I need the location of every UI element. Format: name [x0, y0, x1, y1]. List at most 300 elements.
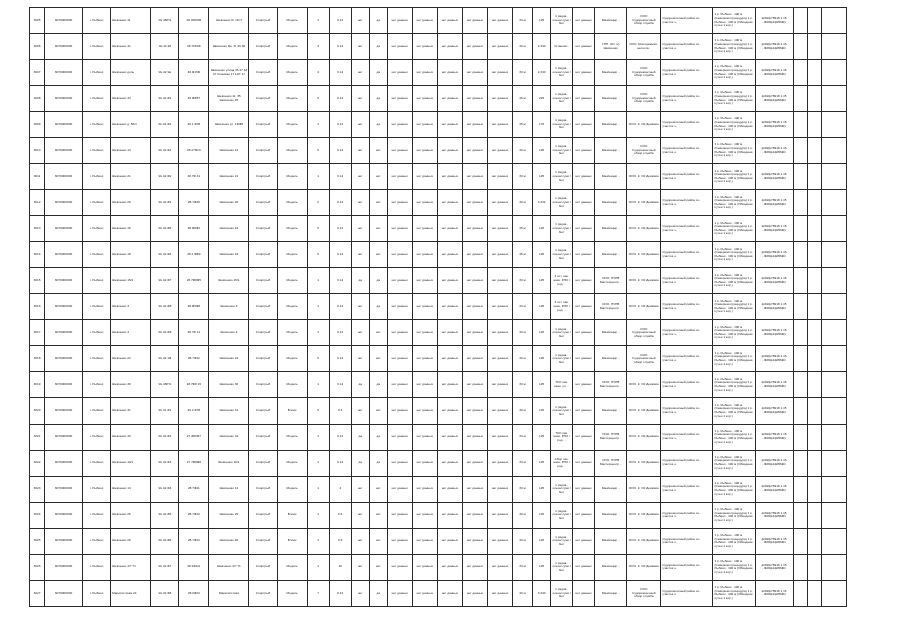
empty-cell: [807, 398, 821, 424]
table-cell: ф/82ф78918 1.15 ..Ф28ф4ф056Ф1: [755, 320, 793, 346]
table-row: [30, 346, 847, 372]
table-cell: 3008: [30, 86, 45, 112]
table-cell: нет данных: [387, 450, 412, 476]
table-row: [30, 398, 847, 424]
table-row: [30, 424, 847, 450]
empty-cell: [821, 554, 846, 580]
table-cell: Судоремонтный район со.. участок з..: [661, 554, 713, 580]
table-cell: Шевченко 32: [209, 424, 249, 450]
table-cell: нет данных: [462, 242, 487, 268]
table-cell: Судоремонтный район со.. участок з..: [661, 268, 713, 294]
table-cell: нет данных: [412, 372, 437, 398]
table-cell: Спортрыб: [249, 294, 277, 320]
table-cell: Маз/нацнр ..: [595, 502, 627, 528]
table-cell: 28.7Ф41: [179, 476, 209, 502]
table-cell: нет данных: [487, 294, 512, 320]
table-cell: нет данных: [462, 450, 487, 476]
table-cell: нет данных: [573, 268, 595, 294]
table-cell: г. Рыбинс: [83, 138, 111, 164]
table-row: [30, 580, 847, 606]
table-cell: нет данных: [573, 294, 595, 320]
table-cell: нет данных: [437, 476, 462, 502]
table-cell: нет: [351, 242, 369, 268]
table-row: [30, 242, 847, 268]
table-row: [30, 502, 847, 528]
table-cell: 3.340: [533, 580, 551, 606]
empty-cell: [821, 242, 846, 268]
empty-cell: [821, 450, 846, 476]
table-cell: 6070000000: [45, 294, 83, 320]
table-cell: нет данных: [573, 86, 595, 112]
table-cell: 28.2Ф111: [179, 554, 209, 580]
empty-cell: [821, 476, 846, 502]
table-cell: Эх.42 Ф6: [151, 242, 179, 268]
table-cell: 45 м: [513, 242, 533, 268]
empty-cell: [821, 294, 846, 320]
table-cell: Эх.42 Ф2: [151, 86, 179, 112]
table-cell: 0.12: [329, 164, 351, 190]
table-cell: 27.7Ф8Ф8: [179, 450, 209, 476]
table-cell: нет данных: [437, 8, 462, 34]
table-cell: нет: [351, 346, 369, 372]
table-cell: 1 рядов.. ольха/ суни / 3шт: [551, 242, 573, 268]
table-cell: нет данных: [412, 86, 437, 112]
table-cell: 33 м: [513, 372, 533, 398]
table-cell: нет данных: [462, 268, 487, 294]
table-cell: 28.Ф5Ф8: [179, 294, 209, 320]
table-cell: ООО. К. ОК Декамин: [627, 242, 661, 268]
table-row: [30, 372, 847, 398]
table-cell: 0.12: [329, 190, 351, 216]
table-cell: Судоремонтный район со.. участок з..: [661, 60, 713, 86]
table-cell: нет данных: [387, 554, 412, 580]
table-cell: нет данных: [462, 190, 487, 216]
table-cell: 28.000006: [179, 8, 209, 34]
table-cell: Модель: [277, 476, 307, 502]
table-cell: г. Рыбинс: [83, 86, 111, 112]
table-cell: ф/82ф78918 1.15 ..Ф28ф4ф056Ф1: [755, 450, 793, 476]
table-cell: ООО. К. ОК Декамин: [627, 502, 661, 528]
table-cell: г. Рыбинс: [83, 242, 111, 268]
table-row: [30, 8, 847, 34]
empty-cell: [807, 60, 821, 86]
table-cell: ООО. ПУРВ Мастерцентр ..: [595, 372, 627, 398]
table-cell: да: [351, 268, 369, 294]
table-cell: нет данных: [387, 86, 412, 112]
table-cell: нет данных: [437, 528, 462, 554]
table-cell: Эх.44 Ф4: [151, 112, 179, 138]
table-cell: нет данных: [462, 424, 487, 450]
table-cell: ООО. К. ОК Декамин: [627, 372, 661, 398]
table-cell: нет данных: [462, 164, 487, 190]
table-cell: Шевченко 4: [209, 320, 249, 346]
table-cell: нет данных: [573, 528, 595, 554]
table-cell: нет: [369, 190, 387, 216]
table-cell: ООО Судоремонтный обзор служба: [627, 60, 661, 86]
table-cell: ф/82ф78918 1.15 ..Ф28ф4ф056Ф1: [755, 112, 793, 138]
table-cell: Маз/нацнр ..: [595, 580, 627, 606]
table-cell: нет данных: [387, 112, 412, 138]
table-cell: Эх.42 Эн: [151, 60, 179, 86]
table-cell: нет данных: [412, 190, 437, 216]
table-cell: 33 м: [513, 450, 533, 476]
table-cell: 1 р. Рыбинс.. 100 м (Северная процедура) 1 р. Рыбинс.. 100 м (Обводная путен 1 кор.): [713, 528, 755, 554]
table-cell: нет данных: [387, 190, 412, 216]
table-cell: нет данных: [487, 164, 512, 190]
table-cell: 1 р. Рыбинс.. 100 м (Северная процедура) 1 р. Рыбинс.. 100 м (Обводная путен 1 кор.): [713, 346, 755, 372]
table-cell: нет данных: [412, 398, 437, 424]
table-cell: ООО. ПУРВ Мастерцентр ..: [595, 268, 627, 294]
table-cell: нет данных: [412, 580, 437, 606]
table-cell: 3018: [30, 346, 45, 372]
table-cell: г. Рыбинс: [83, 528, 111, 554]
empty-cell: [821, 190, 846, 216]
table-cell: да: [369, 8, 387, 34]
empty-cell: [793, 502, 807, 528]
table-cell: 1: [307, 372, 329, 398]
table-cell: ООО. К. ОК Декамин: [627, 164, 661, 190]
table-cell: 1: [307, 450, 329, 476]
table-cell: Шевченко 11: [111, 8, 151, 34]
table-cell: нет данных: [487, 320, 512, 346]
table-cell: г. Рыбинс: [83, 346, 111, 372]
table-cell: да: [369, 450, 387, 476]
table-cell: да: [369, 268, 387, 294]
table-cell: ф/82ф78918 1.15 ..Ф28ф4ф056Ф1: [755, 398, 793, 424]
table-cell: нет данных: [412, 242, 437, 268]
table-cell: 3009: [30, 112, 45, 138]
table-cell: 5: [307, 216, 329, 242]
table-cell: Шевченко 13: [111, 138, 151, 164]
table-cell: нет данных: [437, 372, 462, 398]
table-cell: 3007: [30, 60, 45, 86]
empty-cell: [793, 164, 807, 190]
empty-cell: [807, 86, 821, 112]
empty-cell: [807, 476, 821, 502]
table-cell: нет данных: [437, 424, 462, 450]
table-cell: Модель: [277, 346, 307, 372]
table-cell: 6070000000: [45, 242, 83, 268]
table-cell: нет данных: [462, 580, 487, 606]
table-cell: да: [369, 86, 387, 112]
table-cell: 3 ост. пак. назн. РЛО /род. ..: [551, 268, 573, 294]
table-cell: Спортрыб: [249, 346, 277, 372]
table-cell: 6070000000: [45, 164, 83, 190]
table-cell: нет данных: [387, 320, 412, 346]
table-cell: 0.6: [329, 502, 351, 528]
table-cell: 3022: [30, 450, 45, 476]
table-cell: 1 р. Рыбинс.. 100 м (Северная процедура) 1 р. Рыбинс.. 100 м (Обводная путен 1 кор.): [713, 8, 755, 34]
table-cell: 1 рядов.. ольха/ суни / 3шт: [551, 60, 573, 86]
table-cell: нет данных: [487, 86, 512, 112]
table-cell: Эх.42 Ф5: [151, 216, 179, 242]
table-cell: нет данных: [573, 346, 595, 372]
table-cell: Шевченко 31: [111, 398, 151, 424]
table-cell: Шевченко д. 56/1: [111, 112, 151, 138]
table-cell: Модель: [277, 60, 307, 86]
table-cell: нет данных: [437, 554, 462, 580]
table-row: [30, 554, 847, 580]
table-cell: Модель: [277, 8, 307, 34]
table-cell: 1 р. Рыбинс.. 100 м (Северная процедура) 1 р. Рыбинс.. 100 м (Обводная путен 1 кор.): [713, 60, 755, 86]
table-cell: ф/82ф78918 1.15 ..Ф28ф4ф056Ф1: [755, 294, 793, 320]
table-cell: нет данных: [437, 320, 462, 346]
table-cell: Модель: [277, 268, 307, 294]
table-cell: нет данных: [387, 294, 412, 320]
table-cell: 1: [307, 320, 329, 346]
table-cell: нет данных: [462, 86, 487, 112]
table-cell: Модель: [277, 216, 307, 242]
table-cell: нет: [351, 164, 369, 190]
table-cell: нет данных: [573, 372, 595, 398]
empty-cell: [793, 242, 807, 268]
table-cell: 40 м: [513, 138, 533, 164]
table-cell: нет: [351, 190, 369, 216]
table-cell: 126: [533, 398, 551, 424]
table-cell: Шевченко 22: [209, 346, 249, 372]
table-row: [30, 476, 847, 502]
table-cell: 3020: [30, 398, 45, 424]
table-cell: да: [351, 450, 369, 476]
table-cell: нет данных: [573, 60, 595, 86]
table-cell: нет данных: [412, 60, 437, 86]
table-cell: нет данных: [487, 476, 512, 502]
table-cell: Модель: [277, 138, 307, 164]
table-cell: 33 м: [513, 60, 533, 86]
table-cell: ф/82ф78918 1.15 ..Ф28ф4ф056Ф1: [755, 476, 793, 502]
table-cell: 40 м: [513, 580, 533, 606]
table-cell: 1: [307, 268, 329, 294]
table-cell: нет данных: [387, 242, 412, 268]
table-cell: ООО. К. ОК Декамин: [627, 112, 661, 138]
empty-cell: [793, 190, 807, 216]
table-cell: 1: [307, 112, 329, 138]
table-cell: Шевченко 10/1: [111, 450, 151, 476]
table-cell: ООО Судоремонтный обзор служба: [627, 580, 661, 606]
table-cell: 1: [307, 554, 329, 580]
table-cell: 28.7Ф39: [179, 190, 209, 216]
table-cell: 3021: [30, 424, 45, 450]
table-cell: 1 рядов.. ольха/ суни / 3шт: [551, 554, 573, 580]
empty-cell: [807, 34, 821, 60]
table-cell: ф/82ф78918 1.15 ..Ф28ф4ф056Ф1: [755, 86, 793, 112]
empty-cell: [807, 164, 821, 190]
table-cell: 126: [533, 216, 551, 242]
table-cell: Эх.42 Ф7: [151, 268, 179, 294]
table-cell: Модель: [277, 112, 307, 138]
empty-cell: [793, 372, 807, 398]
table-cell: 0.12: [329, 372, 351, 398]
table-cell: 0.12: [329, 320, 351, 346]
table-cell: Шевченко 18: [209, 242, 249, 268]
table-cell: Маз/нацнр ..: [595, 216, 627, 242]
table-cell: 125: [533, 450, 551, 476]
table-cell: Маз/нацнр ..: [595, 476, 627, 502]
table-cell: 1 р. Рыбинс.. 100 м (Северная процедура) 1 р. Рыбинс.. 100 м (Обводная путен 1 кор.): [713, 424, 755, 450]
empty-cell: [821, 138, 846, 164]
table-cell: нет данных: [487, 8, 512, 34]
table-cell: Спортрыб: [249, 86, 277, 112]
table-cell: нет: [369, 346, 387, 372]
table-cell: 0.12: [329, 216, 351, 242]
table-cell: Спортрыб: [249, 476, 277, 502]
table-cell: нет данных: [437, 294, 462, 320]
table-row: [30, 528, 847, 554]
table-cell: Маз/нацнр ..: [595, 60, 627, 86]
table-cell: 0.12: [329, 8, 351, 34]
empty-cell: [807, 346, 821, 372]
table-cell: Судоремонтный район со.. участок з..: [661, 476, 713, 502]
table-cell: 1 рядов.. ольха/ суни / 3шт: [551, 216, 573, 242]
table-cell: 5: [307, 346, 329, 372]
empty-cell: [807, 528, 821, 554]
table-cell: г. Рыбинс: [83, 8, 111, 34]
table-cell: 0.12: [329, 112, 351, 138]
table-cell: 125: [533, 424, 551, 450]
table-cell: Судоремонтный район со.. участок з..: [661, 8, 713, 34]
empty-cell: [807, 580, 821, 606]
table-cell: 1 р. Рыбинс.. 100 м (Северная процедура) 1 р. Рыбинс.. 100 м (Обводная путен 1 кор.): [713, 554, 755, 580]
table-cell: Шевченко 47/ 71: [209, 554, 249, 580]
table-cell: нет данных: [387, 34, 412, 60]
table-cell: 1 рядов.. ольха/ суни / 3шт: [551, 190, 573, 216]
table-cell: да: [369, 294, 387, 320]
table-cell: г. Рыбинс: [83, 320, 111, 346]
table-cell: 26.2 Ф35: [179, 398, 209, 424]
table-cell: Судоремонтный район со.. участок з..: [661, 346, 713, 372]
table-cell: 1 рядов.. ольха/ суни / 3шт: [551, 8, 573, 34]
empty-cell: [793, 554, 807, 580]
table-cell: 46.1 Ф05: [179, 112, 209, 138]
empty-cell: [821, 112, 846, 138]
table-cell: нет данных: [437, 34, 462, 60]
table-cell: ф/82ф78918 1.15 ..Ф28ф4ф056Ф1: [755, 346, 793, 372]
table-cell: нет данных: [462, 294, 487, 320]
table-cell: 5: [307, 398, 329, 424]
table-cell: Модель: [277, 424, 307, 450]
table-cell: нет данных: [412, 450, 437, 476]
table-cell: 125: [533, 164, 551, 190]
table-cell: нет данных: [387, 372, 412, 398]
table-cell: нет: [369, 528, 387, 554]
table-cell: 28.0Ф23: [179, 580, 209, 606]
table-cell: г. Рыбинс: [83, 398, 111, 424]
table-cell: Спортрыб: [249, 580, 277, 606]
table-cell: 3027: [30, 580, 45, 606]
table-cell: 4: [329, 476, 351, 502]
table-cell: 1 р. Рыбинс.. 100 м (Северная процедура) 1 р. Рыбинс.. 100 м (Обводная путен 1 кор.): [713, 294, 755, 320]
table-cell: нет данных: [437, 86, 462, 112]
table-cell: нет данных: [487, 138, 512, 164]
table-cell: ф/82ф78918 1.15 ..Ф28ф4ф056Ф1: [755, 372, 793, 398]
table-cell: 3024: [30, 502, 45, 528]
table-cell: Шевченко 13: [209, 138, 249, 164]
table-cell: Шевченко 25: [209, 502, 249, 528]
empty-cell: [793, 528, 807, 554]
table-cell: Шевченко 18: [111, 242, 151, 268]
table-cell: 6070000000: [45, 528, 83, 554]
table-cell: нет данных: [462, 502, 487, 528]
table-cell: нет данных: [462, 138, 487, 164]
table-cell: 1 рядов.. ольха/ суни / 3шт: [551, 398, 573, 424]
table-cell: 28.7Ф43: [179, 528, 209, 554]
table-cell: Спортрыб: [249, 502, 277, 528]
register-table: [29, 7, 847, 607]
table-cell: Судоремонтный район со.. участок з..: [661, 86, 713, 112]
table-cell: 1 р. Рыбинс.. 100 м (Северная процедура) 1 р. Рыбинс.. 100 м (Обводная путен 1 кор.): [713, 476, 755, 502]
table-cell: Модель: [277, 450, 307, 476]
table-cell: Маз/нацнр ..: [595, 8, 627, 34]
table-cell: 0.12: [329, 242, 351, 268]
empty-cell: [793, 34, 807, 60]
table-cell: Шевченко 30: [111, 372, 151, 398]
table-cell: нет данных: [412, 424, 437, 450]
table-cell: Спортрыб: [249, 268, 277, 294]
table-cell: 6070000000: [45, 190, 83, 216]
table-cell: 125: [533, 476, 551, 502]
table-cell: Шевченко Ян. Я. 45 48: [209, 34, 249, 60]
table-cell: нет данных: [437, 60, 462, 86]
empty-cell: [793, 580, 807, 606]
table-cell: г. Рыбинс: [83, 424, 111, 450]
table-cell: Шевченко 4: [111, 320, 151, 346]
table-cell: 3025: [30, 528, 45, 554]
table-cell: ф/82ф78918 1.15 ..Ф28ф4ф056Ф1: [755, 164, 793, 190]
table-cell: 126: [533, 320, 551, 346]
table-cell: Шевченко 3: [209, 294, 249, 320]
table-cell: Шевченко доль: [111, 60, 151, 86]
table-cell: ГПП. (Ос..н) Шевченко: [595, 34, 627, 60]
table-cell: нет данных: [437, 268, 462, 294]
table-cell: Модель: [277, 242, 307, 268]
table-cell: Маз/нацнр ..: [595, 554, 627, 580]
table-cell: 6070000000: [45, 34, 83, 60]
table-cell: нет: [351, 138, 369, 164]
table-cell: нет данных: [387, 164, 412, 190]
table-cell: 33 м: [513, 8, 533, 34]
table-cell: ООО. К. ОК Декамин: [627, 554, 661, 580]
table-cell: нет данных: [437, 580, 462, 606]
table-cell: нет данных: [387, 580, 412, 606]
table-cell: нет данных: [412, 554, 437, 580]
table-cell: Маз/нацнр ..: [595, 346, 627, 372]
table-cell: ООО Судоремонтный обзор служба: [627, 86, 661, 112]
table-cell: 3011: [30, 164, 45, 190]
table-cell: нет данных: [412, 502, 437, 528]
empty-cell: [821, 528, 846, 554]
table-cell: 6070000000: [45, 554, 83, 580]
table-cell: нет данных: [387, 424, 412, 450]
table-cell: Шевченко 26: [111, 190, 151, 216]
table-cell: 1 р. Рыбинс.. 100 м (Северная процедура) 1 р. Рыбинс.. 100 м (Обводная путен 1 кор.): [713, 372, 755, 398]
table-cell: 125: [533, 8, 551, 34]
table-cell: Эх.48/Н1: [151, 8, 179, 34]
table-cell: Маз/нацнр ..: [595, 190, 627, 216]
table-cell: Спортрыб: [249, 60, 277, 86]
table-cell: 6070000000: [45, 450, 83, 476]
table-cell: 1 р. Рыбинс.. 100 м (Северная процедура) 1 р. Рыбинс.. 100 м (Обводная путен 1 кор.): [713, 216, 755, 242]
table-cell: нет данных: [462, 320, 487, 346]
table-cell: нет данных: [462, 398, 487, 424]
table-cell: Эх.42 Ф6: [151, 528, 179, 554]
table-cell: нет данных: [412, 528, 437, 554]
table-cell: нет данных: [387, 8, 412, 34]
table-cell: нет данных: [573, 112, 595, 138]
table-cell: 1 р. Рыбинс.. 100 м (Северная процедура) 1 р. Рыбинс.. 100 м (Обводная путен 1 кор.): [713, 320, 755, 346]
table-cell: 0.12: [329, 268, 351, 294]
empty-cell: [821, 268, 846, 294]
table-cell: 126: [533, 138, 551, 164]
